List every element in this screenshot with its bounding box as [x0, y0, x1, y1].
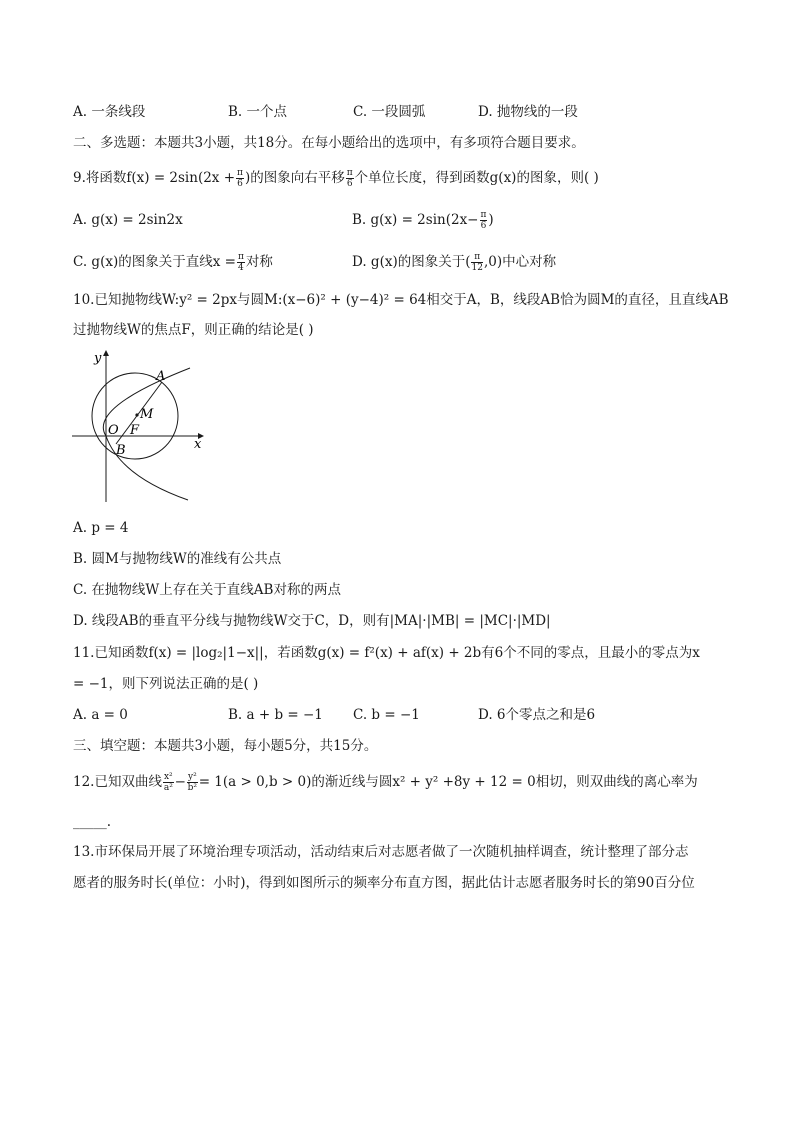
- circle-m: [92, 373, 178, 459]
- q10-stem-line1: 10.已知抛物线W:y² = 2px与圆M:(x−6)² + (y−4)² = 64相交于A，B，线段AB恰为圆M的直径，且直线AB: [73, 292, 729, 308]
- q10-option-c: C. 在抛物线W上存在关于直线AB对称的两点: [73, 582, 341, 598]
- q12-frac-y: [187, 772, 198, 793]
- q8-option-d: D. 抛物线的一段: [478, 104, 578, 120]
- label-m: M: [140, 407, 154, 422]
- q9-option-c-part2: 对称: [245, 254, 273, 270]
- q9-option-a: A. g(x) = 2sin2x: [73, 212, 183, 228]
- q9-option-d: [352, 252, 556, 273]
- q8-option-a: A. 一条线段: [73, 104, 146, 120]
- q9-option-d-part1: D. g(x)的图象关于(: [352, 254, 471, 270]
- q9-frac-shift: [236, 168, 244, 189]
- q9-option-c-frac: [237, 252, 245, 273]
- label-x: x: [194, 437, 202, 452]
- q10-option-b: B. 圆M与抛物线W的准线有公共点: [73, 551, 282, 567]
- q10-stem-line2: 过抛物线W的焦点F，则正确的结论是( ): [73, 322, 314, 338]
- q8-option-b: B. 一个点: [228, 104, 288, 120]
- q9-c-frac-den: 4: [238, 263, 244, 273]
- q9-frac2-den: 6: [346, 179, 353, 189]
- q9-stem-part1: 9.将函数f(x) = 2sin(2x +: [73, 170, 236, 186]
- q9-d-frac-num: π: [471, 252, 482, 263]
- y-axis-arrow: [103, 350, 109, 356]
- q12-frac-x-num: x²: [163, 772, 173, 782]
- q9-frac-num: π: [237, 168, 243, 178]
- q11-option-b: B. a + b = −1: [228, 707, 323, 723]
- label-f: F: [130, 423, 140, 438]
- q12-stem-part1: 12.已知双曲线: [73, 774, 162, 790]
- q9-option-d-frac: [471, 252, 482, 273]
- q12-stem: [73, 772, 698, 793]
- section-3-heading: 三、填空题：本题共3小题，每小题5分，共15分。: [73, 738, 378, 754]
- q10-option-a: A. p = 4: [73, 520, 129, 536]
- q12-frac-y-den: b²: [187, 783, 198, 793]
- q9-b-frac-num: π: [480, 210, 487, 220]
- q12-answer-blank: _____.: [73, 814, 112, 830]
- q10-figure: [68, 348, 218, 508]
- q9-stem-part2: )的图象向右平移: [244, 170, 345, 186]
- q11-stem-line1: 11.已知函数f(x) = |log₂|1−x||，若函数g(x) = f²(x) + af(x) + 2b有6个不同的零点，且最小的零点为x: [73, 645, 700, 661]
- q12-frac-x-den: a²: [163, 783, 173, 793]
- q9-frac2-num: π: [346, 168, 353, 178]
- q12-frac-x: [163, 772, 174, 793]
- section-2-heading: 二、多选题：本题共3小题，共18分。在每小题给出的选项中，有多项符合题目要求。: [73, 135, 585, 151]
- q11-option-d: D. 6个零点之和是6: [478, 707, 596, 723]
- label-a: A: [156, 369, 166, 384]
- q9-frac-shift-2: [346, 168, 354, 189]
- q9-frac-den: 6: [237, 179, 243, 189]
- q13-stem-line1: 13.市环保局开展了环境治理专项活动，活动结束后对志愿者做了一次随机抽样调查，统计整理了部分志: [73, 844, 689, 860]
- point-m: [135, 413, 138, 416]
- q10-option-d: D. 线段AB的垂直平分线与抛物线W交于C，D，则有|MA|·|MB| = |MC|·|MD|: [73, 613, 551, 629]
- q11-option-a: A. a = 0: [73, 707, 128, 723]
- q13-stem-line2: 愿者的服务时长(单位：小时)，得到如图所示的频率分布直方图，据此估计志愿者服务时长的第90百分位: [73, 875, 695, 891]
- label-y: y: [94, 351, 102, 366]
- q12-frac-y-num: y²: [187, 772, 197, 782]
- q9-d-frac-den: 12: [471, 263, 483, 273]
- q9-option-b-frac: [480, 210, 488, 231]
- q9-option-b-part1: B. g(x) = 2sin(2x−: [352, 212, 479, 228]
- q9-stem: [73, 168, 599, 189]
- q8-option-c: C. 一段圆弧: [353, 104, 426, 120]
- q12-stem-part2: = 1(a > 0,b > 0)的渐近线与圆x² + y² +8y + 12 = 0相切，则双曲线的离心率为: [198, 774, 698, 790]
- q11-option-c: C. b = −1: [353, 707, 420, 723]
- q12-minus: −: [174, 774, 186, 790]
- q9-stem-part3: 个单位长度，得到函数g(x)的图象，则( ): [354, 170, 599, 186]
- q11-stem-line2: = −1，则下列说法正确的是( ): [73, 676, 259, 692]
- q9-option-c: [73, 252, 273, 273]
- label-b: B: [116, 443, 126, 458]
- q9-option-d-part2: ,0)中心对称: [483, 254, 557, 270]
- q9-b-frac-den: 6: [480, 221, 487, 231]
- q9-option-b: [352, 210, 494, 231]
- label-o: O: [108, 423, 119, 438]
- q9-option-c-part1: C. g(x)的图象关于直线x =: [73, 254, 236, 270]
- q9-option-b-part2: ): [488, 212, 494, 228]
- q9-c-frac-num: π: [237, 252, 244, 262]
